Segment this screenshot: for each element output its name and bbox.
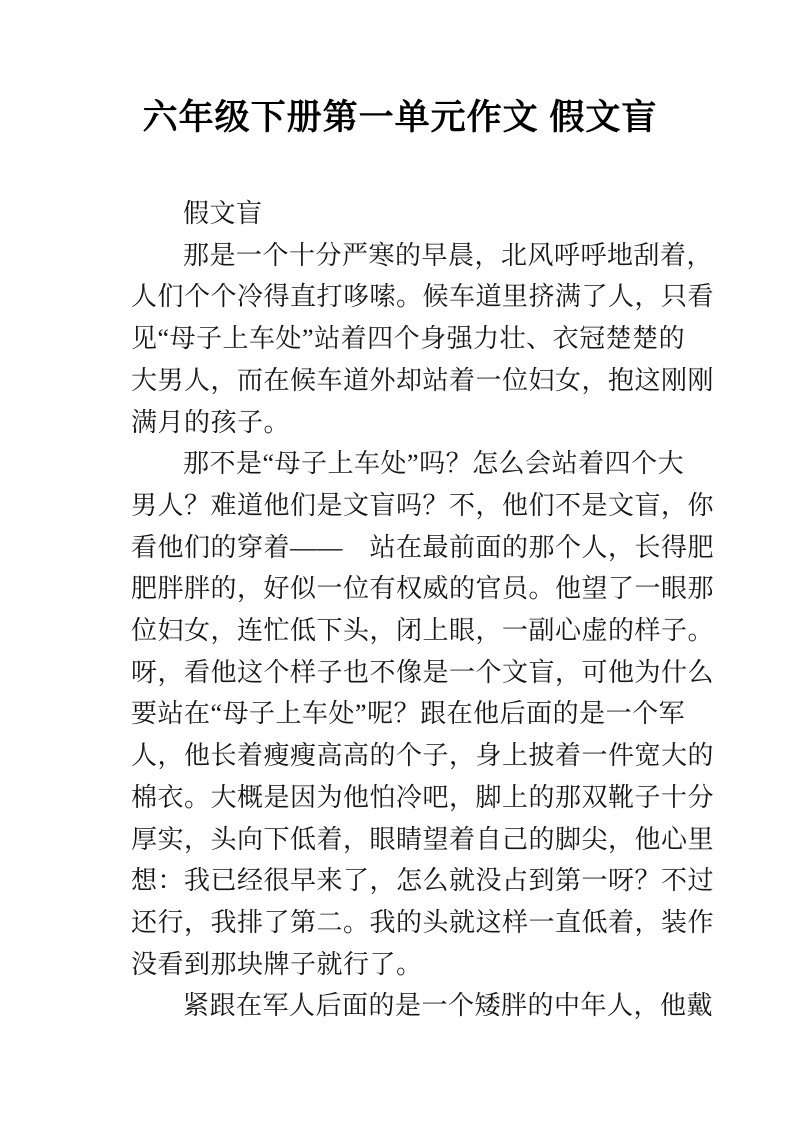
text-line: 肥胖胖的，好似一位有权威的官员。他望了一眼那	[131, 574, 715, 604]
paragraph	[131, 193, 693, 235]
text-line: 看他们的穿着—— 站在最前面的那个人，长得肥	[131, 532, 715, 562]
text-line: 厚实，头向下低着，眼睛望着自己的脚尖，他心里	[131, 824, 715, 854]
text-line: 想：我已经很早来了，怎么就没占到第一呀？不过	[131, 866, 715, 896]
text-line: 假文盲	[183, 199, 263, 228]
text-line: 呀，看他这个样子也不像是一个文盲，可他为什么	[131, 657, 715, 687]
text-line: 那是一个十分严寒的早晨，北风呼呼地刮着，	[183, 240, 714, 270]
document-title: 六年级下册第一单元作文 假文盲	[142, 98, 658, 137]
text-line: 紧跟在军人后面的是一个矮胖的中年人，他戴	[183, 991, 714, 1021]
text-line: 满月的孩子。	[131, 407, 291, 437]
text-line: 位妇女，连忙低下头，闭上眼，一副心虚的样子。	[131, 616, 715, 646]
text-line: 还行，我排了第二。我的头就这样一直低着，装作	[131, 907, 715, 937]
essay-body	[131, 193, 715, 1027]
text-line: 人们个个冷得直打哆嗦。候车道里挤满了人，只看	[131, 282, 715, 312]
paragraph	[131, 235, 715, 444]
text-line: 见“母子上车处”站着四个身强力壮、衣冠楚楚的	[131, 324, 686, 354]
text-line: 那不是“母子上车处”吗？怎么会站着四个大	[183, 449, 685, 479]
paragraph	[131, 443, 715, 985]
text-line: 要站在“母子上车处”呢？跟在他后面的是一个军	[131, 699, 686, 729]
text-line: 没看到那块牌子就行了。	[131, 949, 423, 979]
text-line: 棉衣。大概是因为他怕冷吧，脚上的那双靴子十分	[131, 782, 715, 812]
paragraph	[131, 985, 714, 1027]
text-line: 男人？难道他们是文盲吗？不，他们不是文盲，你	[131, 490, 715, 520]
text-line: 人，他长着瘦瘦高高的个子，身上披着一件宽大的	[131, 741, 715, 771]
text-line: 大男人，而在候车道外却站着一位妇女，抱这刚刚	[131, 365, 715, 395]
